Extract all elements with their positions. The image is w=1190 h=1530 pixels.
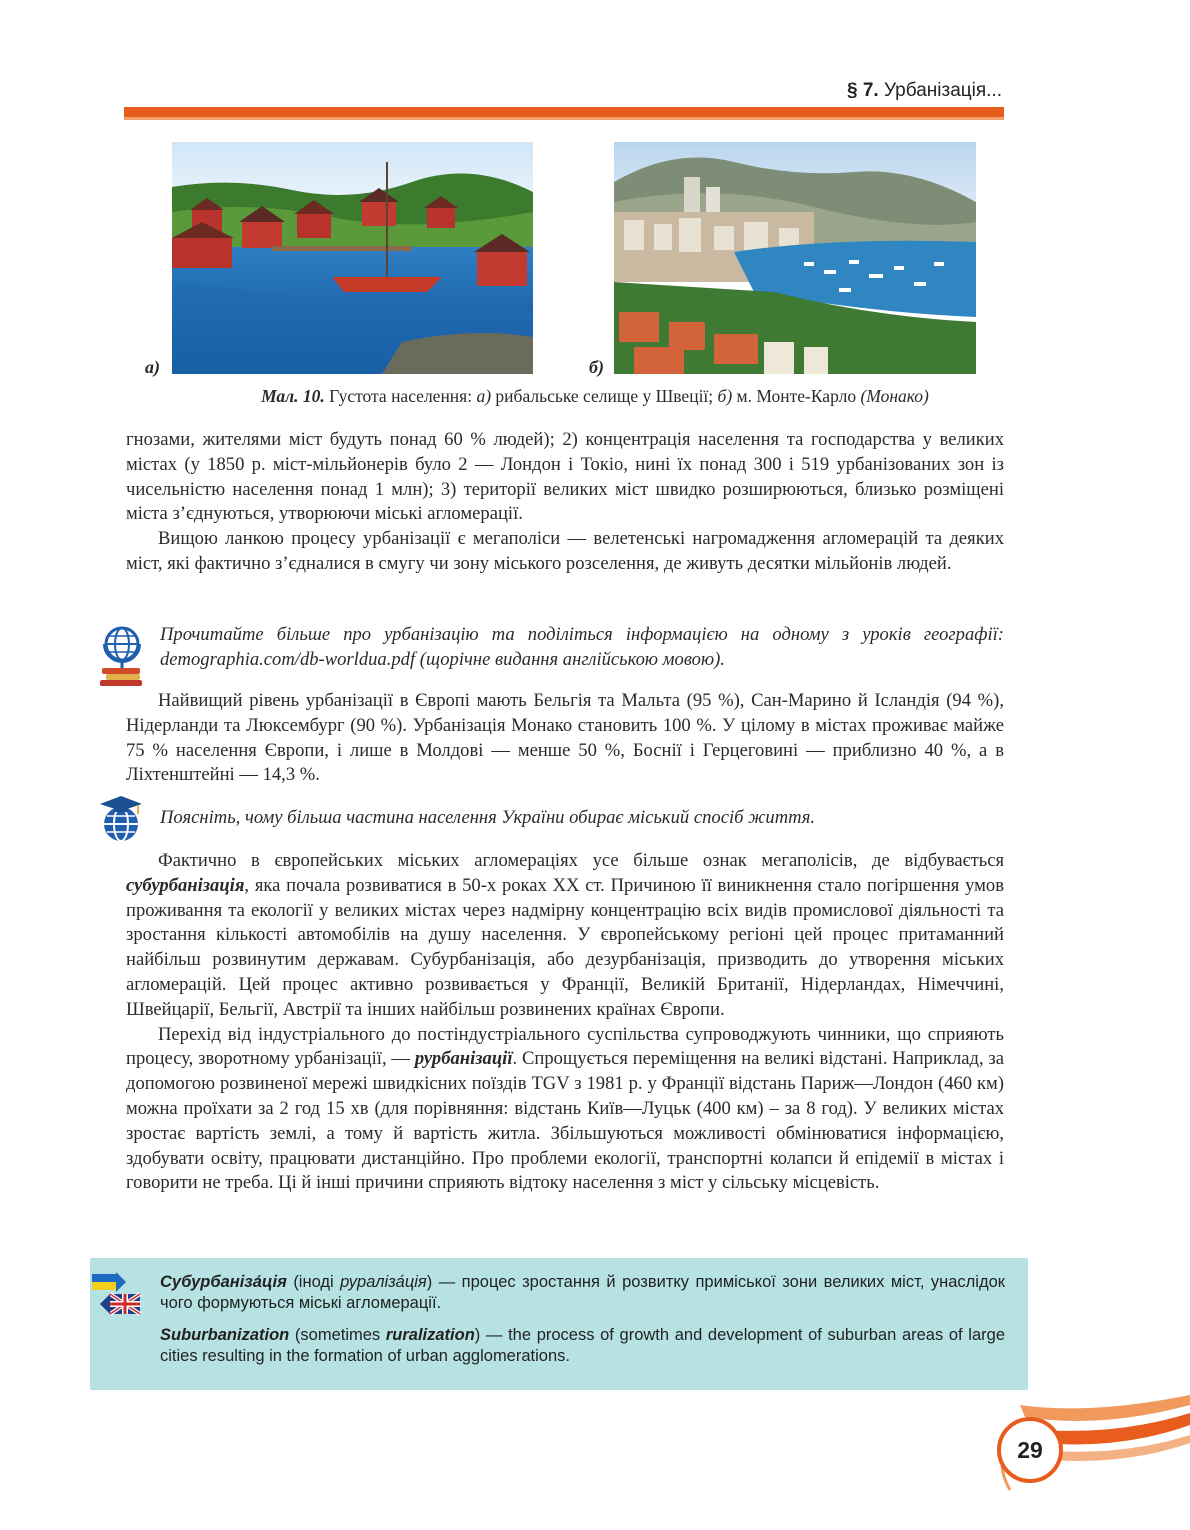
flag-translation-icon: [92, 1272, 142, 1321]
caption-text: рибальське селище у Швеції;: [491, 386, 718, 406]
glossary-alt-ua: руралiза́ція: [340, 1273, 427, 1291]
glossary-text: (іноді: [286, 1273, 341, 1291]
paragraph-text: , яка почала розвиватися в 50-х роках XX ст. Причиною її виникнення стало погіршення умов проживання та екології у великих містах через надмірну концентрацію всіх видів промислової діяльності та зростання кількості автомобілів на душу населення. У європейському регіоні цей процес притаманний найбільш розвинутим державам. Субурбанізація, або дезурбанізація, призводить до утворення міських агломерацій. Цей процес активно розвивається у Франції, Великій Британії, Нідерландах, Німеччині, Швейцарії, Бельгії, Австрії та інших найбільш розвинених країнах Європи.: [126, 874, 1004, 1020]
caption-letter-a: а): [476, 386, 492, 406]
glossary-term-ua: Субурбаніза́ція: [160, 1273, 287, 1291]
term-suburbanization: субурбанізація: [126, 874, 245, 896]
caption-text: Густота населення:: [324, 386, 477, 406]
body-block-3: [126, 849, 1004, 1196]
section-number: § 7.: [846, 80, 879, 101]
caption-text: м. Монте-Карло: [732, 386, 861, 406]
graduation-globe-icon: [98, 794, 144, 849]
glossary-box: [90, 1258, 1028, 1390]
photo-label-b: б): [589, 357, 604, 377]
caption-country: (Монако): [860, 386, 929, 406]
glossary-alt-en: ruralization: [385, 1326, 475, 1344]
section-title: Урбанізація...: [883, 80, 1002, 101]
photo-fishing-village: [172, 142, 533, 374]
figure-caption: [0, 386, 1190, 407]
paragraph-text: Перехід від індустріального до постіндустріального суспільства супроводжують чинники, що сприяють процесу, зворотному урбанізації, —: [126, 1023, 1004, 1070]
paragraph: гнозами, жителями міст будуть понад 60 % людей); 2) концентрація населення та господарства у великих містах (у 1850 р. міст-мільйонерів було 2 — Лондон і Токіо, нині їх понад 300 і 519 урбанізованих зон із чисельністю населення понад 1 млн); 3) території великих міст швидко розширюються, близько розміщені міста з’єднуються, утворюючи міські агломерації.: [126, 429, 1004, 525]
globe-books-icon: [98, 622, 146, 693]
note-explain: Поясніть, чому більша частина населення України обирає міський спосіб життя.: [160, 807, 816, 828]
glossary-text: ) — the process of growth and development of suburban areas of large cities resulting in the formation of urban agglomerations.: [160, 1326, 1005, 1365]
paragraph: [126, 1023, 1004, 1197]
running-header: [847, 80, 1002, 102]
note-read-more: Прочитайте більше про урбанізацію та поділіться інформацією на одному з уроків географії: demographia.com/db-worldua.pdf (щорічне видання англійською мовою).: [160, 624, 1004, 670]
body-block-2: [126, 689, 1004, 788]
glossary-text: ) — процес зростання й розвитку приміської зони великих міст, унаслідок чого формуються міські агломерації.: [160, 1273, 1005, 1312]
glossary-ua: [160, 1272, 1005, 1314]
term-rurbanization: рурбанізації: [414, 1048, 513, 1070]
glossary-text: (sometimes: [289, 1326, 386, 1344]
page-number: 29: [997, 1417, 1063, 1483]
header-rule: [124, 107, 1004, 120]
paragraph-text: . Спрощується переміщення на великі відстані. Наприклад, за допомогою розвиненої мережі швидкісних поїздів TGV з 1981 р. у Франції відстань Париж—Лондон (460 км) можна проїхати за 2 год 15 хв (для порівняння: відстань Київ—Луцьк (400 км) – за 8 год). У великих містах зростає вартість землі, а тому й вартість житла. Збільшуються можливості обмінюватися інформацією, здобувати освіту, працювати дистанційно. Про проблеми екології, транспортні колапси й епідемії в містах і говорити не треба. Ці й інші причини сприяють відтоку населення з міст у сільську місцевість.: [126, 1048, 1005, 1194]
photo-label-a: а): [145, 357, 160, 377]
paragraph: Вищою ланкою процесу урбанізації є мегаполіси — велетенські нагромадження агломерацій та деяких міст, які фактично з’єдналися в смугу чи зону міського розселення, де живуть десятки мільйонів людей.: [126, 528, 1004, 574]
caption-letter-b: б): [717, 386, 733, 406]
photo-monte-carlo: [614, 142, 976, 374]
body-block-1: [126, 428, 1004, 577]
paragraph: [126, 849, 1004, 1023]
paragraph-text: Фактично в європейських міських агломераціях усе більше ознак мегаполісів, де відбувається: [158, 850, 1004, 871]
caption-label: Мал. 10.: [261, 386, 325, 406]
glossary-en: [160, 1325, 1005, 1367]
glossary-term-en: Suburbanization: [160, 1326, 290, 1344]
paragraph: Найвищий рівень урбанізації в Європі мають Бельгія та Мальта (95 %), Сан-Марино й Ісландія (94 %), Нідерланди та Люксембург (90 %). Урбанізація Монако становить 100 %. У цілому в містах проживає майже 75 % населення Європи, і лише в Молдові — менше 50 %, Боснії і Герцеговині — приблизно 40 %, а в Ліхтенштейні — 14,3 %.: [126, 690, 1004, 786]
